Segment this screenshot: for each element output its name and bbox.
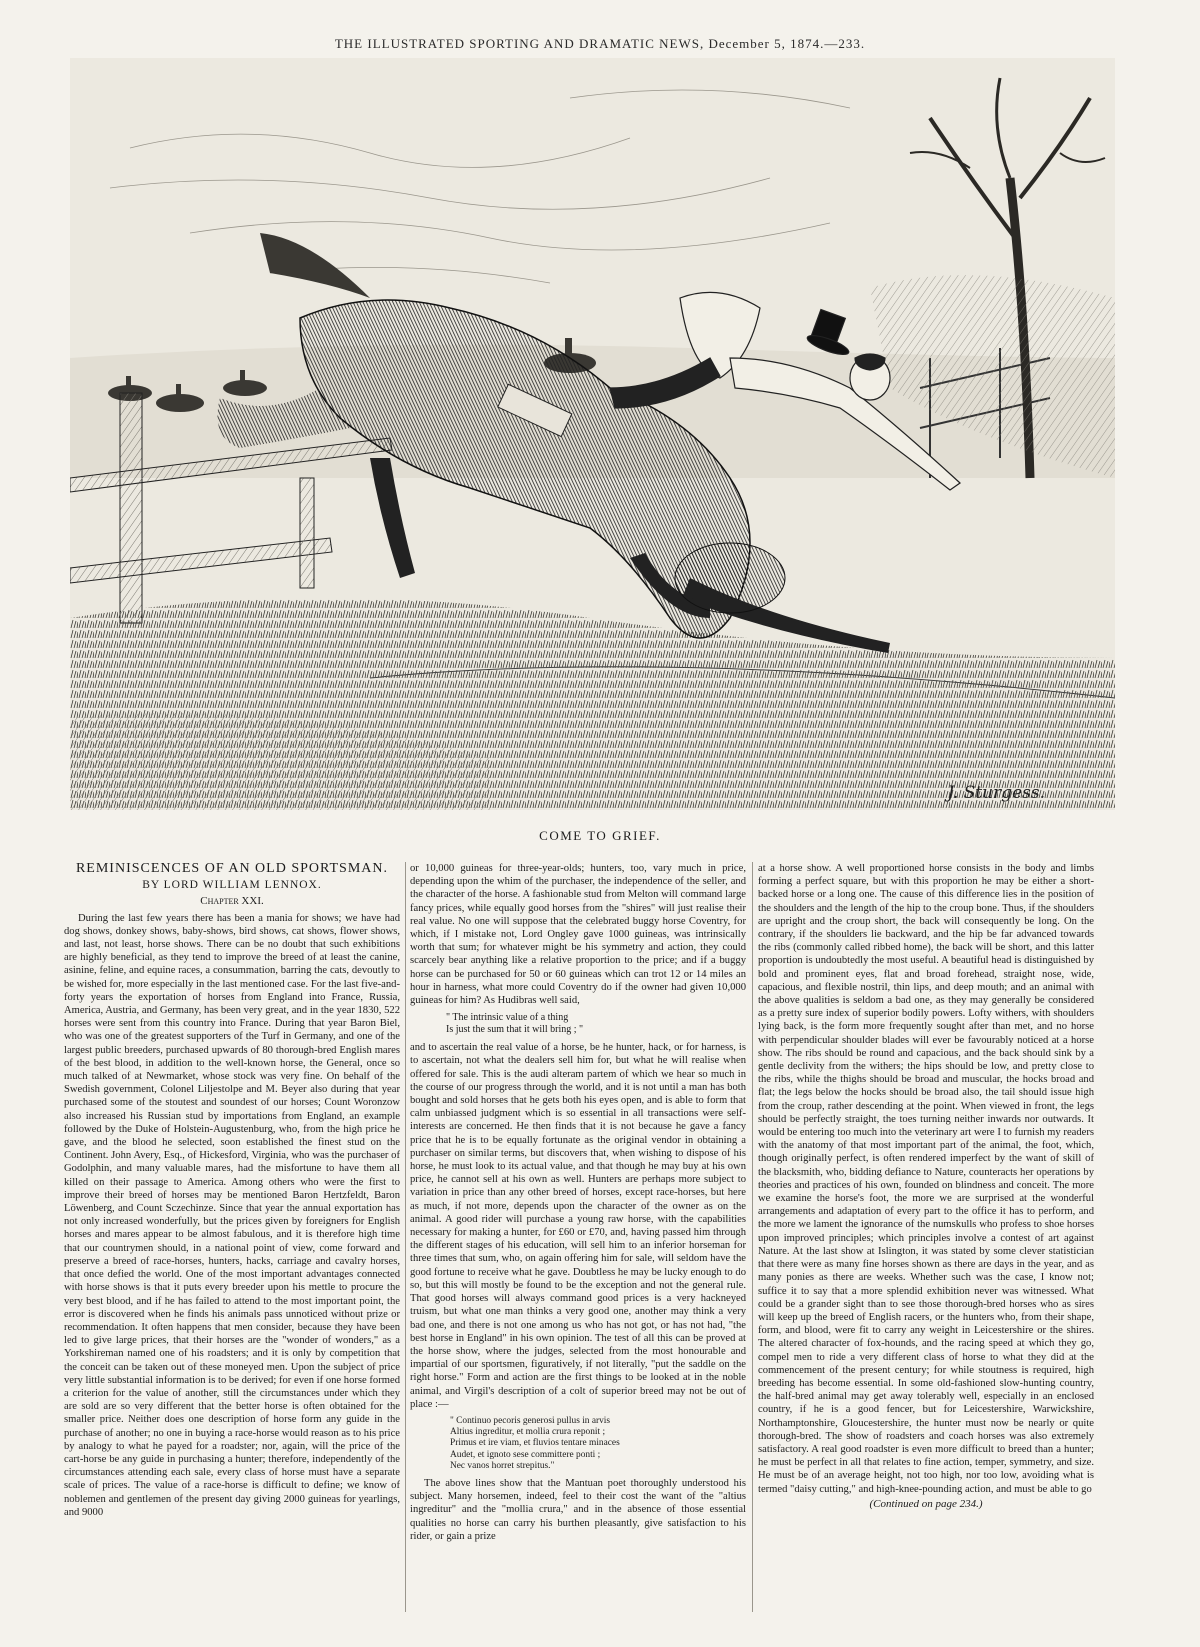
quote-line: Is just the sum that it will bring ; "	[446, 1024, 584, 1036]
illustration-caption: COME TO GRIEF.	[539, 828, 661, 843]
quote-line: " The intrinsic value of a thing	[446, 1012, 569, 1024]
article-paragraph: at a horse show. A well proportioned horse consists in the body and limbs forming a perfect square, but with this proportion he may be either a short-backed horse or a long one. The cause of this difference lies in the position of the shoulders and the length of the hip to the croup bone. Thus, if the shoulders are upright and the croup short, the back will consequently be long. On the contrary, if the shoulders lie backward, and the hip be far advanced towards the ribs (commonly called ribbed home), the back will be short, and this latter proportion is undoubtedly the most useful. A beautiful head is distinguished by bold and prominent eyes, flat and broad forehead, straight nose, wide, capacious, and flexible nostril, thin lips, and deep mouth; and an animal with the above qualities is seldom a bad one, as they may generally be considered as a pretty sure index of superior bodily powers. Lofty withers, with shoulders lying back, is the form more frequently sought after than met, and no horse with perpendicular shoulder blades will ever be favourably noticed at a horse show. The ribs should be round and capacious, and the back should sink by a gentle declivity from the withers; the hips should be low, and pretty close to the ribs, while the thighs should be broad and muscular, the hocks broad and flat; the legs below the hocks should be broad also, the tail should issue high from the croup, rather descending at the point. When viewed in front, the legs should be perfectly straight, the toes turning neither inwards nor outwards. It would be entering too much into the veterinary art were I to furnish my readers with the anatomy of that most important part of the animal, the foot, which, though originally perfect, is often rendered imperfect by the want of skill of the blacksmith, who, bidding defiance to Nature, counteracts her operations by theories and practices of his own, founded on blindness and conceit. The more we examine the horse's foot, the more we are surprised at the wonderful arrangements and adaptation of every part to the office it has to perform, and the more we lament the ignorance of the numskulls who profess to shoe horses upon improved principles; which principles involve a contest of art against Nature. At the last show at Islington, it was stated by some clever statistician that there were as many fine horses shown as there are days in the year, and as many ponies as there are weeks. Whether such was the case, I know not; suffice it to say that a more splendid exhibition never was witnessed. What could be a grander sight than to see those thorough-bred horses who as sires will keep up the breed of English racers, or the hunters who, from their shape, form, and blood, were fit to carry any weight in Leicestershire or the shires. The altered character of fox-hounds, and the racing speed at which they go, compel men to ride a very different class of horse to what they did at the commencement of the present century; for while stoutness is required, high breeding has become essential. In some old-fashioned slow-hunting country, the half-bred animal may get away tolerably well, especially in an enclosed country, if he is a good fencer, but for Leicestershire, Warwickshire, Northamptonshire, Gloucestershire, the hunter must now be nearly or quite thorough-bred. The show of roadsters and coach horses was also extremely satisfactory. A real good roadster is even more difficult to breed than a hunter; he must be perfect in all that relates to fine action, temper, symmetry, and size. He must be of an average height, not too high, nor too low, avoiding what is termed "daisy cutting," and high-knee-pounding action, and must be able to go	[758, 863, 1094, 1495]
quote-line: Nec vanos horret strepitus."	[450, 1460, 555, 1471]
quote-line: Audet, et ignoto sese committere ponti ;	[450, 1449, 601, 1460]
engraving-drawing	[70, 58, 1115, 810]
quote-line: Altius ingreditur, et mollia crura reponit ;	[450, 1427, 606, 1438]
article-paragraph: The above lines show that the Mantuan poet thoroughly understood his subject. Many horsemen, indeed, feel to their cost the want of the "altius ingreditur" and the "mollia crura," and in the absence of those essential qualities no horse can carry his burthen pleasantly, give satisfaction to his rider, or gain a prize	[410, 1477, 746, 1542]
column-rule	[752, 862, 753, 1612]
chapter-heading: Chapter XXI.	[200, 895, 264, 908]
article-byline: BY LORD WILLIAM LENNOX.	[142, 879, 322, 892]
running-header: THE ILLUSTRATED SPORTING AND DRAMATIC NEWS, December 5, 1874.—233.	[334, 36, 866, 51]
artist-signature: J. Sturgess.	[947, 783, 1045, 803]
quote-line: Primus et ire viam, et fluvios tentare minaces	[450, 1438, 620, 1449]
article-column-3	[758, 862, 1094, 1622]
column-rule	[405, 862, 406, 1612]
hudibras-quote	[410, 1012, 746, 1036]
article-columns	[64, 862, 1136, 1622]
article-paragraph: During the last few years there has been a mania for shows; we have had dog shows, donkey shows, baby-shows, bird shows, cat shows, flower shows, and last, not least, horse shows. There can be no doubt that such exhibitions are highly beneficial, as they tend to improve the breed of at least the canine, asinine, feline, and equine races, a consummation, barring the cats, devoutly to be wished for, more especially in the last mentioned case. For the last five-and-forty years the exportation of horses from England into France, Russia, America, Austria, and Germany, has been very great, and in the year 1830, 522 horses were sent from this country into France. During that year Baron Biel, who was one of the greatest supporters of the Turf in Germany, and one of the largest public breeders, purchased upwards of 80 thorough-bred English mares of the best blood, in addition to the well-known horse, the General, once so much talked of at Newmarket, whose stock was very fine. On behalf of the Swedish government, Colonel Liljestolpe and M. Beyer also during that year purchased some of the stoutest and soundest of our horses; Count Woronzow also increased his Russian stud by importations from England, an example followed by the Duke of Holstein-Augustenburg, who, from the high price he gave, and the blood he selected, soon established the finest stud on the Continent. John Avery, Esq., of Hickesford, Virginia, who was the purchaser of Godolphin, and many valuable mares, had the misfortune to have them all killed on their passage to America. Among others who were the first to improve their breed of horses may be mentioned Baron Hertzfeldt, Baron Löwenberg, and Count Sczechinze. Since that year the annual exportation has not only increased wonderfully, but the prices given by foreigners for English horses and mares appear to be almost fabulous, and it is therefore high time that our countrymen should, in a national point of view, come forward and preserve a breed of race-horses, hunters, hacks, carriage and cavalry horses, that once defied the world. One of the most important advantages connected with horse shows is that it puts every breeder upon his mettle to procure the very best blood, and if he has failed to attend to the most important point, the error is discovered when he finds his animals pass unnoticed without prize or recommendation. It often happens that men consider, because they have been led to give large prices, that their horses are the "wonder of wonders," as a Yorkshireman named one of his roadsters; and it is only by competition that the conceit can be taken out of these moneyed men. Upon the subject of price very little substantial information is to be derived; for even if one horse formed a criterion for the value of another, still the circumstances under which they are sold are so very different that the better horse is often obtained for the smaller price. Neither does one description of horse form any guide in the purchase of another; no one in buying a race-horse would reason as to his price by analogy to what he payed for a roadster; nor, again, will the price of the cart-horse be any guide in purchasing a hunter; therefore, independently of the circumstances attending each sale, every class of horse must have a separate scale of prices. The value of a race-horse is difficult to define; we know of noblemen and gentlemen of the present day giving 2000 guineas for yearlings, and 9000	[64, 912, 400, 1518]
article-column-2	[410, 862, 746, 1622]
article-column-1	[64, 862, 400, 1622]
virgil-quote	[410, 1416, 746, 1472]
article-title: REMINISCENCES OF AN OLD SPORTSMAN.	[75, 862, 389, 876]
engraving-come-to-grief	[70, 58, 1115, 810]
article-paragraph: and to ascertain the real value of a horse, be he hunter, hack, or for harness, is to ascertain, not what the dealers sell him for, but what he will realise when offered for sale. This is the audi alteram partem of which we hear so much in the course of our progress through the world, and it is not until a man has both bought and sold horses that he gets both his eyes open, and is able to form that calm unbiassed judgment which is so essential in all transactions were self-interests are concerned. He then finds that it is not because he gave a fancy price that he is to be equally fortunate as the original vendor in obtaining a purchaser on similar terms, but discovers that, when wishing to dispose of his horse, he must look to its actual value, and that though he may buy at his own price, he cannot sell at his own as well. Hunters are perhaps more subject to variation in price than any other breed of horses, except race-horses, but here as much, if not more, depends upon the character of the owner as on the animal. A good rider will purchase a young raw horse, with the capabilities necessary for making a hunter, for £60 or £70, and, having passed him through the different stages of his education, will sell him to an inferior horseman for three times that sum, who, on again offering him for sale, will seldom have the good fortune to receive what he gave. Doubtless he may be lucky enough to do so, but this will mostly be found to be the exception and not the general rule. That good horses will always command good prices is a very hackneyed truism, but what one man thinks a very good one, another may think a very bad one, and there is not one among us who has not got, or has not had, "the best horse in England" in his own opinion. The test of all this can be proved at the horse show, where the judges, selected from the most honourable and impartial of our sportsmen, figuratively, if not literally, "put the saddle on the right horse." Form and action are the first things to be looked at in the noble animal, and Virgil's description of a colt of superior breed may not be out of place :—	[410, 1042, 746, 1410]
article-paragraph: or 10,000 guineas for three-year-olds; hunters, too, vary much in price, depending upon the whim of the purchaser, the independence of the seller, and the character of the horse. A fashionable stud from Melton will command large fancy prices, while equally good horses from the "shires" will just realise their real value. No one will suppose that the celebrated buggy horse Coventry, for which, if I mistake not, Lord Ongley gave 1000 guineas, was intrinsically worth that sum; for whatever might be his symmetry and action, they could scarcely bear anything like a relative proportion to the price; and if a buggy horse can be purchased for 50 or 60 guineas which can trot 12 or 14 miles an hour in harness, what more could Coventry do if the owner had given 10,000 guineas for him? As Hudibras well said,	[410, 863, 746, 1007]
continued-note: (Continued on page 234.)	[869, 1497, 983, 1510]
quote-line: " Continuo pecoris generosi pullus in arvis	[450, 1415, 611, 1426]
